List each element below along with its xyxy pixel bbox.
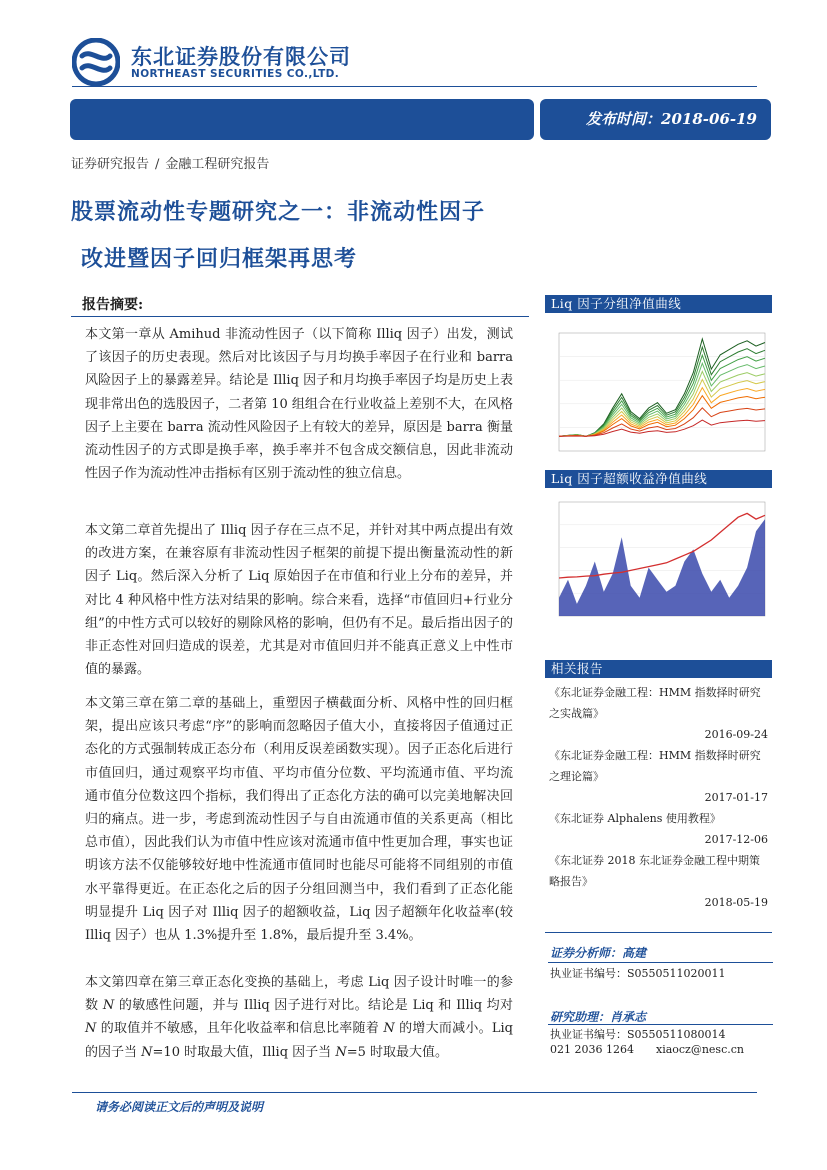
- param-n: N: [335, 1044, 347, 1060]
- assistant-name: 研究助理：肖承志: [550, 1010, 647, 1024]
- publish-label: 发布时间：: [586, 110, 662, 128]
- group-nav-chart: [545, 317, 772, 461]
- related-report-item[interactable]: 《东北证券 Alphalens 使用教程》 2017-12-06: [549, 812, 768, 846]
- param-n: N: [383, 1021, 395, 1037]
- plot-area: [559, 333, 765, 451]
- company-name-en: NORTHEAST SECURITIES CO.,LTD.: [131, 68, 340, 80]
- breadcrumb-item: 金融工程研究报告: [165, 157, 270, 172]
- summary-paragraph-3: 本文第三章在第二章的基础上，重塑因子横截面分析、风格中性的回归框架，提出应该只考虑“序”的影响而忽略因子值大小，直接将因子值通过正态化的方式强制转成正态分布（利用反误差函数实现）。因子正态化后进行市值回归，通过观察平均市值、平均市值分位数、平均流通市值、平均流通市值分位数这四个指标，我们得出了正态化方法的确可以完美地解决回归的痛点。进一步，考虑到流动性因子与自由流通市值的关系更高（相比总市值），因此我们认为市值中性应该对流通市值中性更加合理，事实也证明该方法不仅能够较好地中性流通市值同时也能尽可能将不同组别的市值水平靠得更近。在正态化之后的因子分组回测当中，我们看到了正态化能明显提升 Liq 因子对 Illiq 因子的超额收益，Liq 因子超额年化收益率(较 Illiq 因子）也从 1.3%提升至 1.8%，最后提升至 3.4%。: [85, 696, 513, 944]
- param-n: N: [141, 1044, 153, 1060]
- publish-date-banner: [540, 99, 771, 140]
- related-report-item[interactable]: 《东北证券 2018 东北证券金融工程中期策略报告》 2018-05-19: [549, 854, 768, 909]
- related-report-item[interactable]: 《东北证券金融工程：HMM 指数择时研究之理论篇》 2017-01-17: [549, 749, 768, 804]
- assistant-cert: 执业证书编号：S0550511080014: [550, 1028, 726, 1041]
- related-report-item[interactable]: 《东北证券金融工程：HMM 指数择时研究之实战篇》 2016-09-24: [549, 686, 768, 741]
- assistant-phone: 021 2036 1264: [550, 1043, 634, 1056]
- excess-return-chart: [545, 492, 772, 626]
- company-name-cn: 东北证券股份有限公司: [131, 45, 351, 69]
- breadcrumb-item: 证券研究报告: [71, 157, 150, 172]
- breadcrumb: [71, 153, 269, 172]
- footer-notice: 请务必阅读正文后的声明及说明: [95, 1100, 264, 1114]
- report-title-line1: 股票流动性专题研究之一：非流动性因子: [71, 199, 486, 225]
- related-reports-divider: [545, 932, 772, 933]
- breadcrumb-separator: /: [155, 157, 160, 172]
- summary-heading: 报告摘要:: [82, 297, 144, 313]
- param-n: N: [85, 1021, 97, 1037]
- assistant-divider: [548, 1024, 773, 1025]
- summary-paragraph-1: 本文第一章从 Amihud 非流动性因子（以下简称 Illiq 因子）出发，测试了该因子的历史表现。然后对比该因子与月均换手率因子在行业和 barra 风险因子上的暴露差异。结论是 Illiq 因子和月均换手率因子均是历史上表现非常出色的选股因子，二者第 10 组组合在行业收益上差别不大，在风格因子上主要在 barra 流动性风险因子上有较大的差异，原因是 barra 衡量流动性因子的方式即是换手率，换手率并不包含成交额信息，因此非流动性因子作为流动性冲击指标有区别于流动性的独立信息。: [85, 327, 513, 482]
- analyst-name: 证券分析师：高建: [550, 946, 647, 960]
- assistant-contact: [550, 1043, 744, 1056]
- assistant-email[interactable]: xiaocz@nesc.cn: [655, 1043, 744, 1056]
- summary-paragraph-4: 本文第四章在第三章正态化变换的基础上，考虑 Liq 因子设计时唯一的参数 N 的敏感性问题，并与 Illiq 因子进行对比。结论是 Liq 和 Illiq 均对 N 的取值并不敏感，且年化收益率和信息比率随着 N 的增大而减小。Liq 的因子当 N=10 时取最大值，Illiq 因子当 N=5 时取最大值。: [85, 975, 513, 1060]
- analyst-cert: 执业证书编号：S0550511020011: [550, 967, 726, 980]
- param-n: N: [102, 998, 115, 1014]
- chart1-title: Liq 因子分组净值曲线: [545, 295, 772, 313]
- northeast-securities-logo-icon: [72, 38, 120, 86]
- footer-divider: [72, 1092, 757, 1093]
- analyst-divider: [548, 962, 773, 963]
- summary-divider: [71, 316, 529, 317]
- summary-paragraph-2: 本文第二章首先提出了 Illiq 因子存在三点不足，并针对其中两点提出有效的改进方案，在兼容原有非流动性因子框架的前提下提出衡量流动性的新因子 Liq。然后深入分析了 Liq 原始因子在市值和行业上分布的差异，并对比 4 种风格中性方法对结果的影响。综合来看，选择“市值回归+行业分组”的中性方式可以较好的剔除风格的影响，但仍有不足。最后指出因子的非正态性对回归造成的误差，尤其是对市值回归并不能真正意义上中性市值的暴露。: [85, 523, 513, 678]
- related-reports-title: 相关报告: [545, 660, 772, 678]
- header-divider: [72, 86, 757, 87]
- header-banner: [70, 99, 534, 140]
- report-title-line2: 改进暨因子回归框架再思考: [81, 246, 358, 272]
- publish-date: 2018-06-19: [661, 110, 757, 128]
- related-reports-list: [549, 682, 768, 913]
- chart2-title: Liq 因子超额收益净值曲线: [545, 470, 772, 488]
